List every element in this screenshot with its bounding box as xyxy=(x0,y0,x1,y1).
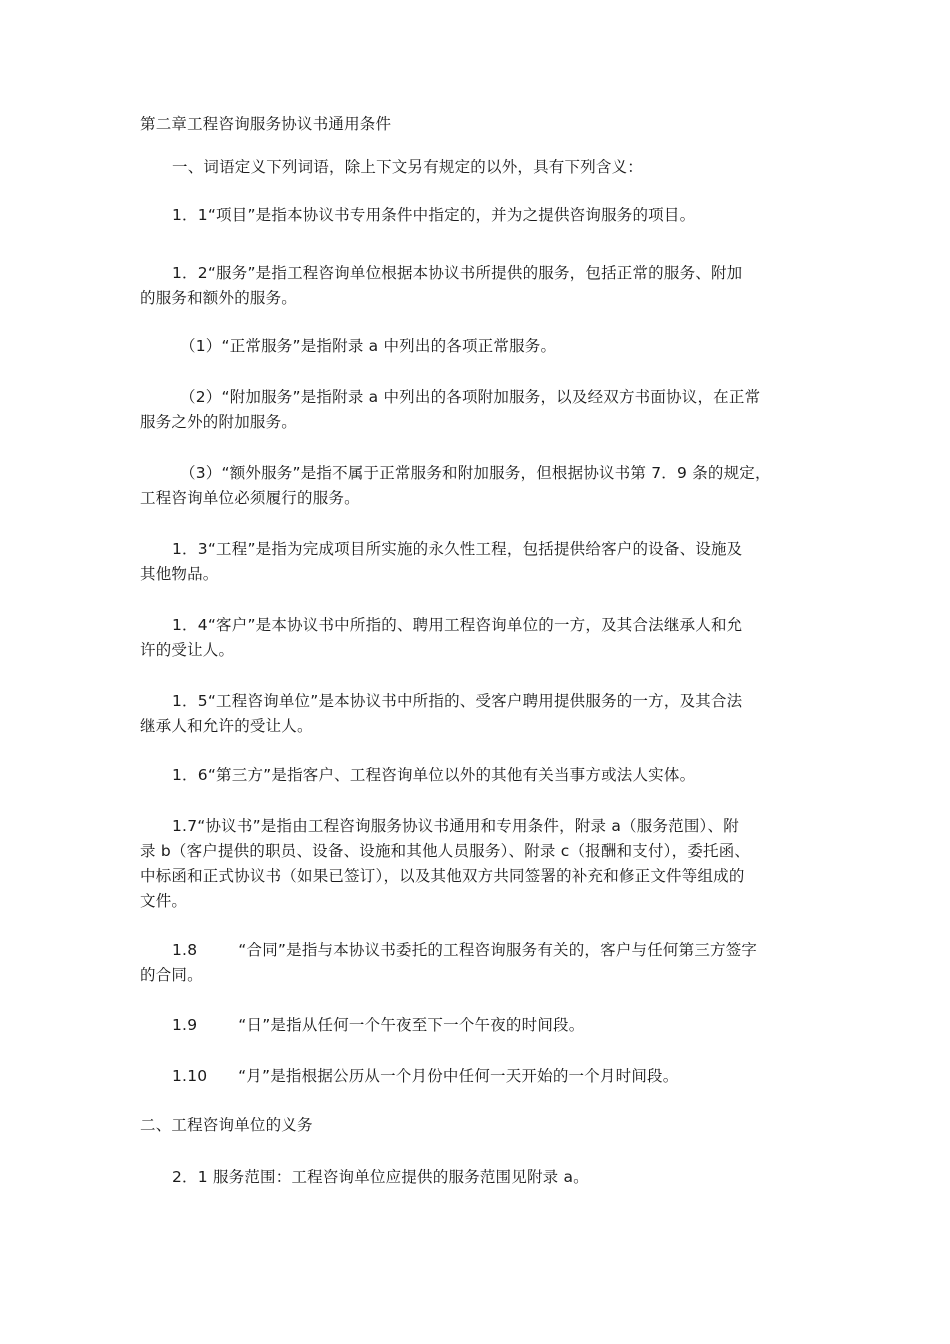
paragraph-line: （3）“额外服务”是指不属于正常服务和附加服务，但根据协议书第 7．9 条的规定， xyxy=(180,464,771,482)
paragraph-line: 1.9 “日”是指从任何一个午夜至下一个午夜的时间段。 xyxy=(172,1016,585,1034)
paragraph-line: 继承人和允许的受让人。 xyxy=(140,717,313,735)
chapter-title: 第二章工程咨询服务协议书通用条件 xyxy=(140,115,392,133)
paragraph-line: 1.10 “月”是指根据公历从一个月份中任何一天开始的一个月时间段。 xyxy=(172,1067,679,1085)
paragraph-line: 1．1“项目”是指本协议书专用条件中指定的，并为之提供咨询服务的项目。 xyxy=(172,206,696,224)
paragraph-line: 其他物品。 xyxy=(140,565,219,583)
paragraph-line: 1．2“服务”是指工程咨询单位根据本协议书所提供的服务，包括正常的服务、附加 xyxy=(172,264,743,282)
paragraph-line: 中标函和正式协议书（如果已签订），以及其他双方共同签署的补充和修正文件等组成的 xyxy=(140,867,745,885)
paragraph-line: 的合同。 xyxy=(140,966,203,984)
paragraph-line: 工程咨询单位必须履行的服务。 xyxy=(140,489,360,507)
paragraph-line: 1．3“工程”是指为完成项目所实施的永久性工程，包括提供给客户的设备、设施及 xyxy=(172,540,743,558)
paragraph-line: 的服务和额外的服务。 xyxy=(140,289,298,307)
paragraph-line: 许的受让人。 xyxy=(140,641,235,659)
section-heading: 二、工程咨询单位的义务 xyxy=(140,1116,313,1134)
paragraph-line: 一、词语定义下列词语，除上下文另有规定的以外，具有下列含义： xyxy=(172,158,644,176)
paragraph-line: 2．1 服务范围：工程咨询单位应提供的服务范围见附录 a。 xyxy=(172,1168,589,1186)
paragraph-line: 1．4“客户”是本协议书中所指的、聘用工程咨询单位的一方，及其合法继承人和允 xyxy=(172,616,743,634)
paragraph-line: 1.7“协议书”是指由工程咨询服务协议书通用和专用条件，附录 a（服务范围）、附 xyxy=(172,817,739,835)
paragraph-line: 服务之外的附加服务。 xyxy=(140,413,298,431)
paragraph-line: （2）“附加服务”是指附录 a 中列出的各项附加服务，以及经双方书面协议，在正常 xyxy=(180,388,761,406)
paragraph-line: 1．6“第三方”是指客户、工程咨询单位以外的其他有关当事方或法人实体。 xyxy=(172,766,696,784)
paragraph-line: 文件。 xyxy=(140,892,188,910)
paragraph-line: （1）“正常服务”是指附录 a 中列出的各项正常服务。 xyxy=(180,337,557,355)
paragraph-line: 1.8 “合同”是指与本协议书委托的工程咨询服务有关的，客户与任何第三方签字 xyxy=(172,941,758,959)
paragraph-line: 1．5“工程咨询单位”是本协议书中所指的、受客户聘用提供服务的一方，及其合法 xyxy=(172,692,743,710)
paragraph-line: 录 b（客户提供的职员、设备、设施和其他人员服务）、附录 c（报酬和支付），委托函、 xyxy=(140,842,751,860)
